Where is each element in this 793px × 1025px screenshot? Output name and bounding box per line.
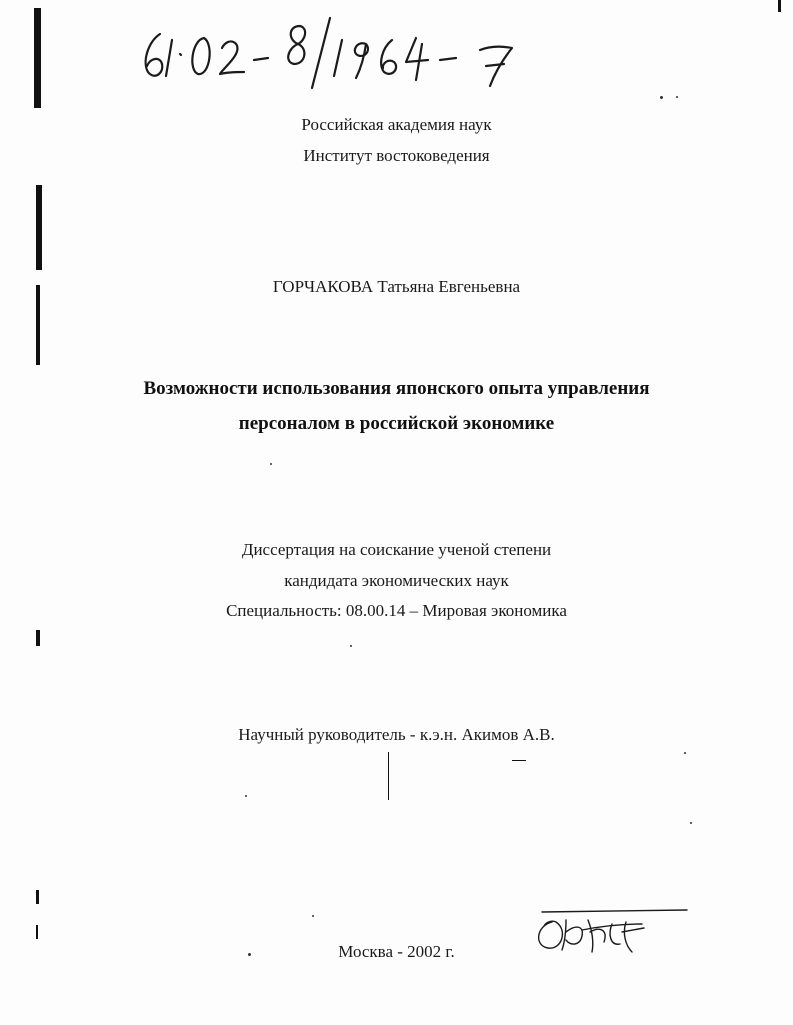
scan-speck xyxy=(350,645,352,647)
scan-speck xyxy=(684,752,686,754)
academy-name: Российская академия наук xyxy=(301,115,492,134)
scan-edge-mark xyxy=(36,185,42,270)
scan-edge-mark xyxy=(36,925,38,939)
scan-speck xyxy=(270,463,272,465)
specialty-line: Специальность: 08.00.14 – Мировая экономика xyxy=(226,601,567,620)
scan-edge-mark xyxy=(36,285,40,365)
scan-speck xyxy=(676,96,678,98)
scan-edge-mark xyxy=(36,630,40,646)
scan-edge-mark xyxy=(778,0,781,12)
thesis-title-line-2: персоналом в российской экономике xyxy=(238,413,555,434)
scan-speck xyxy=(312,915,314,917)
scan-edge-mark xyxy=(512,760,526,761)
city-year: Москва - 2002 г. xyxy=(338,942,455,961)
handwritten-signature xyxy=(522,900,692,960)
scan-speck xyxy=(660,96,663,99)
handwritten-archive-number xyxy=(130,14,530,94)
institute-name: Институт востоковедения xyxy=(303,146,490,165)
degree-line-2: кандидата экономических наук xyxy=(284,571,509,590)
supervisor-line: Научный руководитель - к.э.н. Акимов А.В. xyxy=(238,725,555,744)
thesis-title-line-1: Возможности использования японского опыта управления xyxy=(143,378,650,399)
scan-speck xyxy=(690,822,692,824)
scan-edge-mark xyxy=(34,8,41,108)
author-name: ГОРЧАКОВА Татьяна Евгеньевна xyxy=(272,277,521,296)
scan-edge-mark xyxy=(36,890,39,904)
degree-line-1: Диссертация на соискание ученой степени xyxy=(241,540,552,559)
scan-speck xyxy=(245,795,247,797)
scan-edge-mark xyxy=(388,752,389,800)
